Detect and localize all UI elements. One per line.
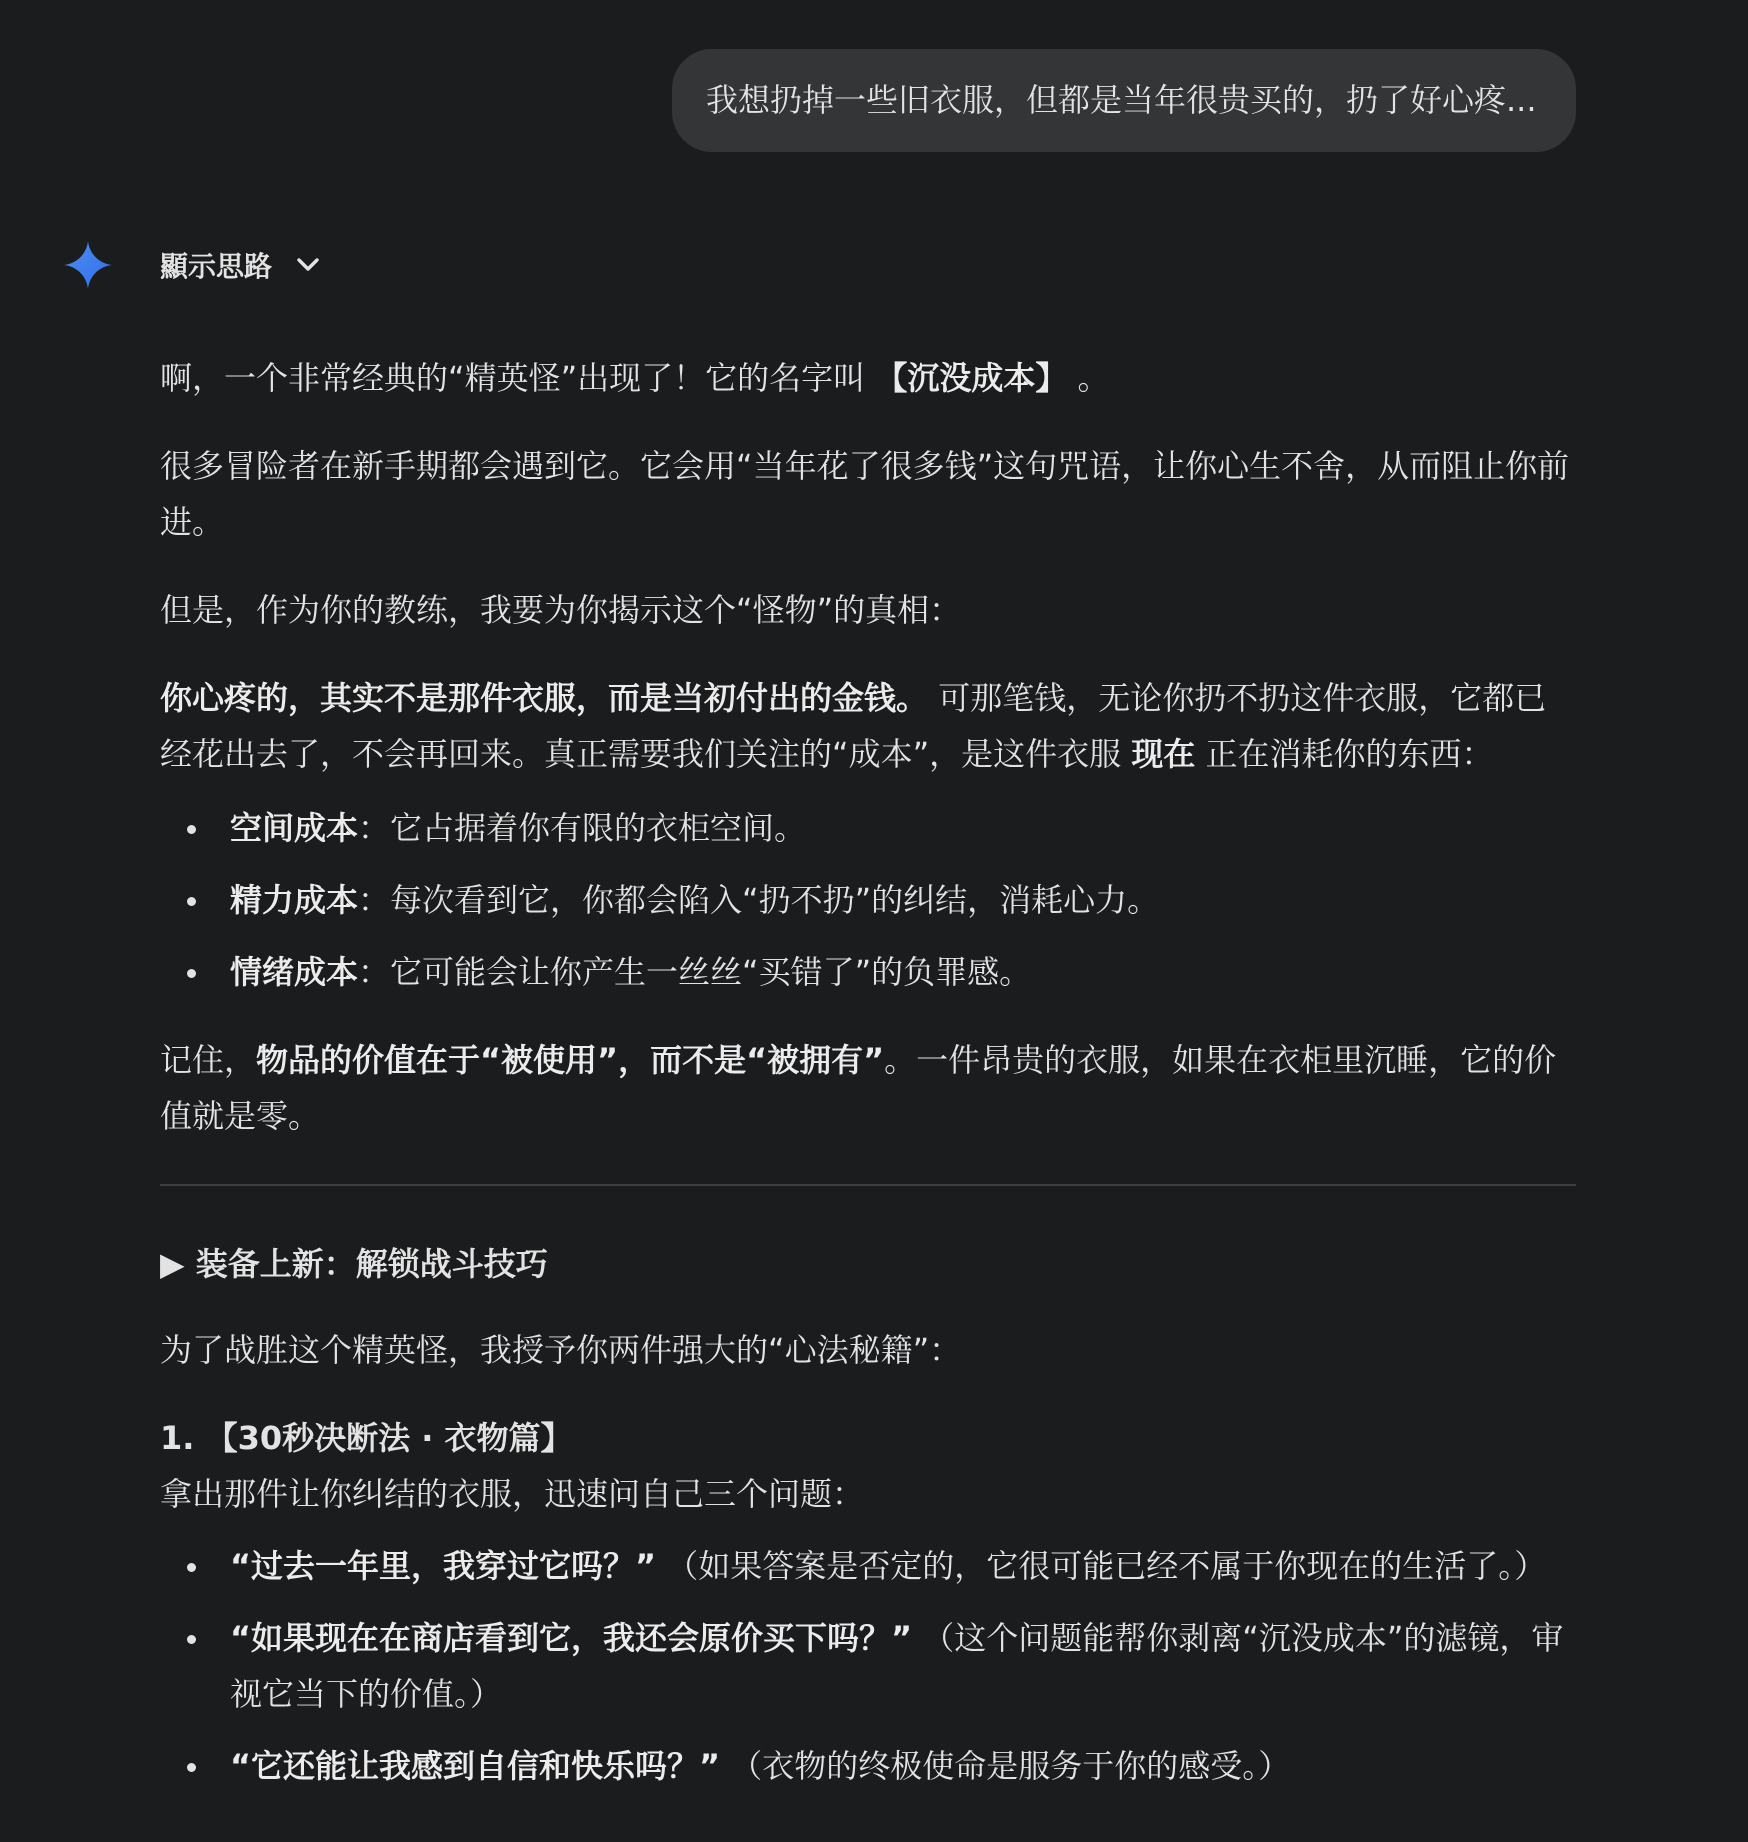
response-paragraph: 很多冒险者在新手期都会遇到它。它会用“当年花了很多钱”这句咒语，让你心生不舍，从而阻止你前进。 xyxy=(160,447,1570,541)
response-paragraph: 为了战胜这个精英怪，我授予你两件强大的“心法秘籍”： xyxy=(160,1331,962,1369)
response-paragraph: 记住，物品的价值在于“被使用”，而不是“被拥有”。一件昂贵的衣服，如果在衣柜里沉睡，它的价值就是零。 xyxy=(160,1041,1557,1135)
list-item: “它还能让我感到自信和快乐吗？” （衣物的终极使命是服务于你的感受。） xyxy=(230,1738,1576,1794)
list-item: 情绪成本：它可能会让你产生一丝丝“买错了”的负罪感。 xyxy=(230,944,1576,1000)
response-paragraph: 你心疼的，其实不是那件衣服，而是当初付出的金钱。 可那笔钱，无论你扔不扔这件衣服，它都已经花出去了，不会再回来。真正需要我们关注的“成本”，是这件衣服 现在 正在消耗你的东西： xyxy=(160,679,1547,773)
divider xyxy=(160,1184,1576,1186)
method-description: 拿出那件让你纠结的衣服，迅速问自己三个问题： xyxy=(160,1475,865,1513)
gemini-sparkle-icon xyxy=(64,241,112,289)
response-paragraph: 但是，作为你的教练，我要为你揭示这个“怪物”的真相： xyxy=(160,591,962,629)
list-item: 空间成本：它占据着你有限的衣柜空间。 xyxy=(230,800,1576,856)
response-paragraph: 啊，一个非常经典的“精英怪”出现了！它的名字叫 【沉没成本】 。 xyxy=(160,359,1110,397)
list-item: “过去一年里，我穿过它吗？” （如果答案是否定的，它很可能已经不属于你现在的生活了。） xyxy=(230,1538,1576,1594)
method-heading: 1. 【30秒决断法 · 衣物篇】 xyxy=(160,1419,573,1457)
show-thoughts-label: 顯示思路 xyxy=(160,250,273,283)
show-thoughts-toggle[interactable] xyxy=(160,240,322,290)
section-heading: ▶ 装备上新：解锁战斗技巧 xyxy=(160,1245,548,1283)
list-item: “如果现在在商店看到它，我还会原价买下吗？” （这个问题能帮你剥离“沉没成本”的滤镜，审视它当下的价值。） xyxy=(230,1610,1576,1722)
chevron-down-icon xyxy=(294,251,322,279)
assistant-response xyxy=(160,350,1576,1826)
user-message-bubble xyxy=(672,49,1576,152)
question-list xyxy=(160,1538,1576,1794)
user-message-text: 我想扔掉一些旧衣服，但都是当年很贵买的，扔了好心疼... xyxy=(706,81,1537,119)
cost-list xyxy=(160,800,1576,1000)
list-item: 精力成本：每次看到它，你都会陷入“扔不扔”的纠结，消耗心力。 xyxy=(230,872,1576,928)
